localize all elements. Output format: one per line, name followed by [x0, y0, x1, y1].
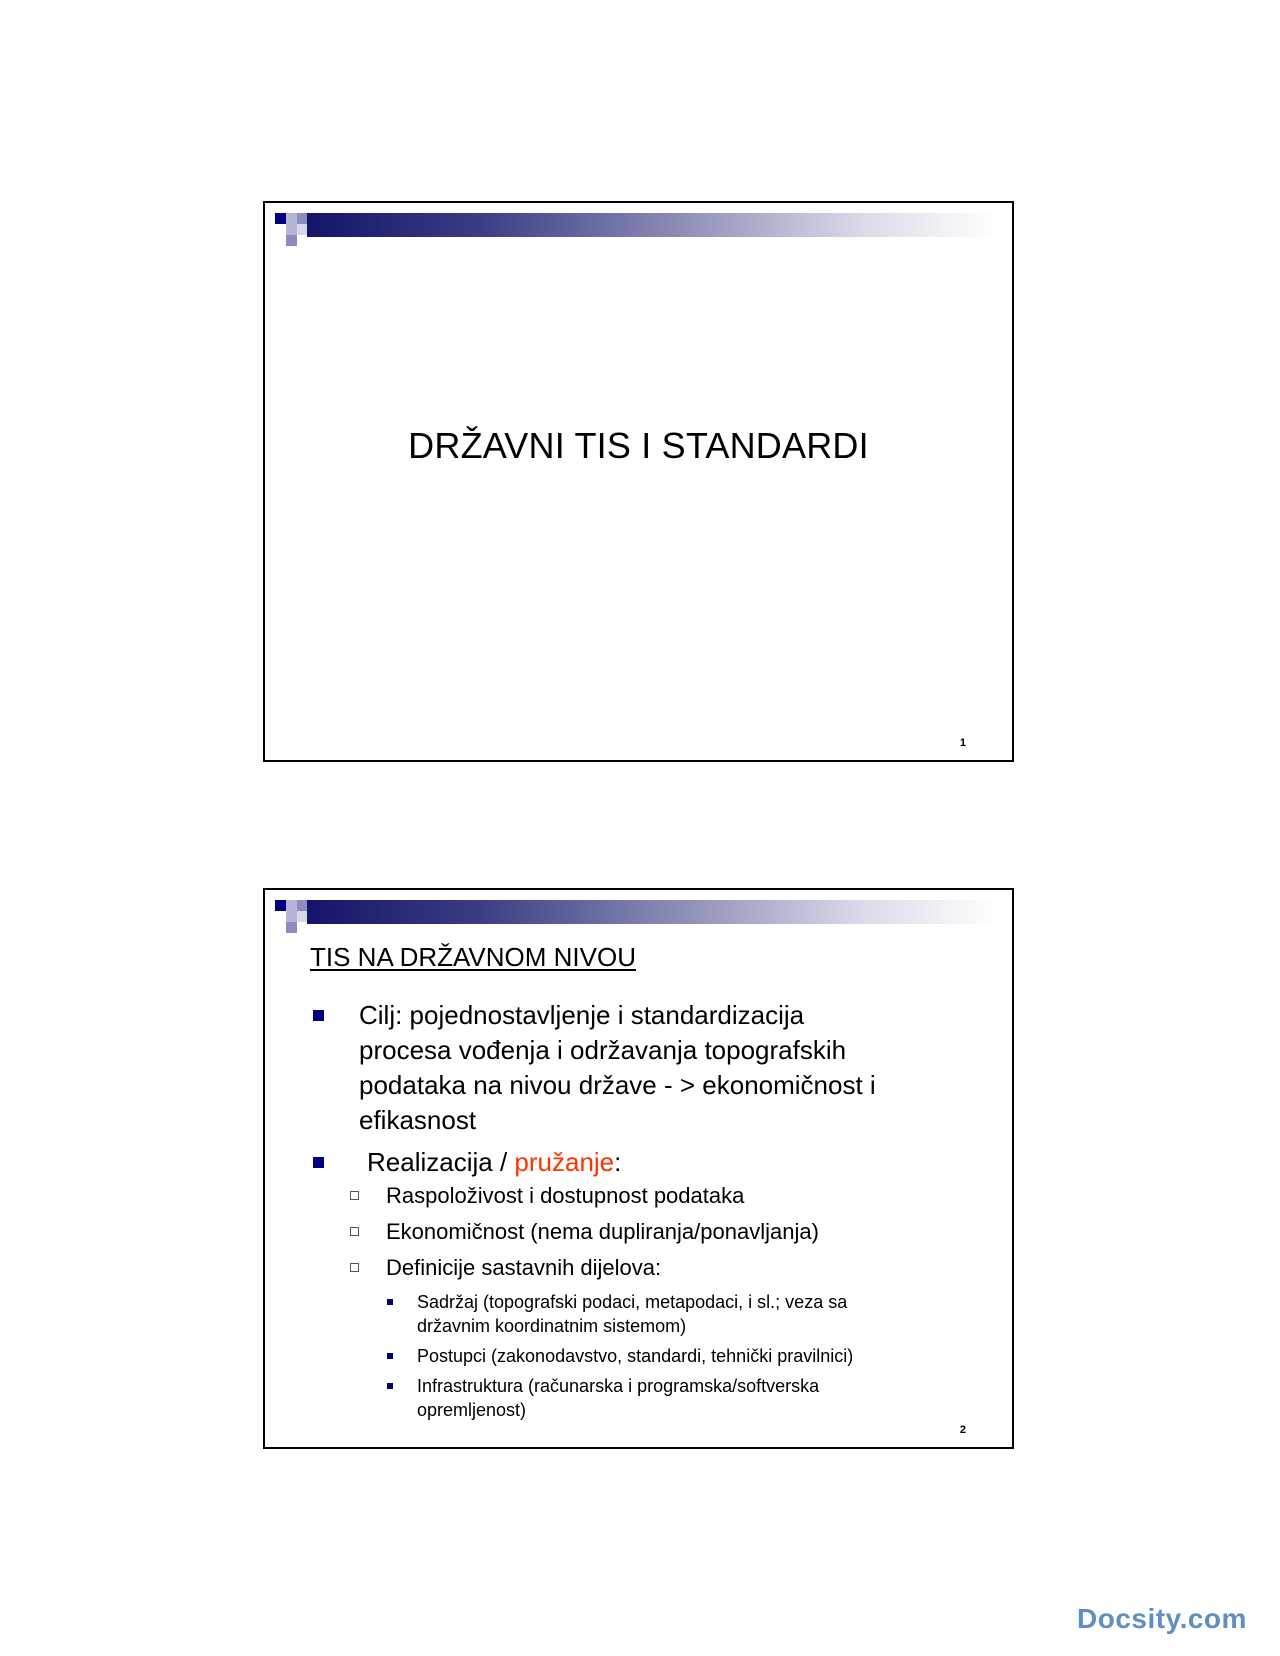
hollow-square-bullet-icon: [350, 1191, 359, 1200]
square-bullet-icon: [313, 1010, 324, 1021]
slide-1: [263, 201, 1014, 762]
docsity-watermark-link[interactable]: Docsity.com: [1077, 1603, 1247, 1634]
slide-title: TIS NA DRŽAVNOM NIVOU: [310, 942, 636, 972]
small-square-bullet-icon: [387, 1383, 393, 1389]
small-square-bullet-icon: [387, 1299, 393, 1305]
hollow-square-bullet-icon: [350, 1263, 359, 1272]
square-bullet-icon: [313, 1157, 324, 1168]
highlighted-word: pružanje: [514, 1147, 615, 1177]
hollow-square-bullet-icon: [350, 1227, 359, 1236]
slide-2: TIS NA DRŽAVNOM NIVOU Cilj: pojednostavljenje i standardizacija procesa vođenja i održavanja topografskih podataka na nivou države - > ekonomičnost i efikasnost Realizacija / pružanje: Raspoloživost i dostupnost podataka Ekonomičnost (nema dupliranja/ponavljanja) Definicije sastavnih dijelova: Sadržaj (topografski podaci, metapodaci, i sl.; veza sa državnim koordinatnim sistemom) Postupci (zakonodavstvo, standardi, tehnički pravilnici) Infrastruktura (računarska i programska/softverska opremljenost) 2: [263, 888, 1014, 1449]
slide-number: 2: [959, 1424, 966, 1436]
small-square-bullet-icon: [387, 1353, 393, 1359]
slide-number: 1: [959, 737, 966, 749]
slide-title: DRŽAVNI TIS I STANDARDI: [408, 425, 869, 466]
slide-header-decoration: [265, 890, 1016, 940]
slide-header-decoration: [265, 203, 1016, 253]
